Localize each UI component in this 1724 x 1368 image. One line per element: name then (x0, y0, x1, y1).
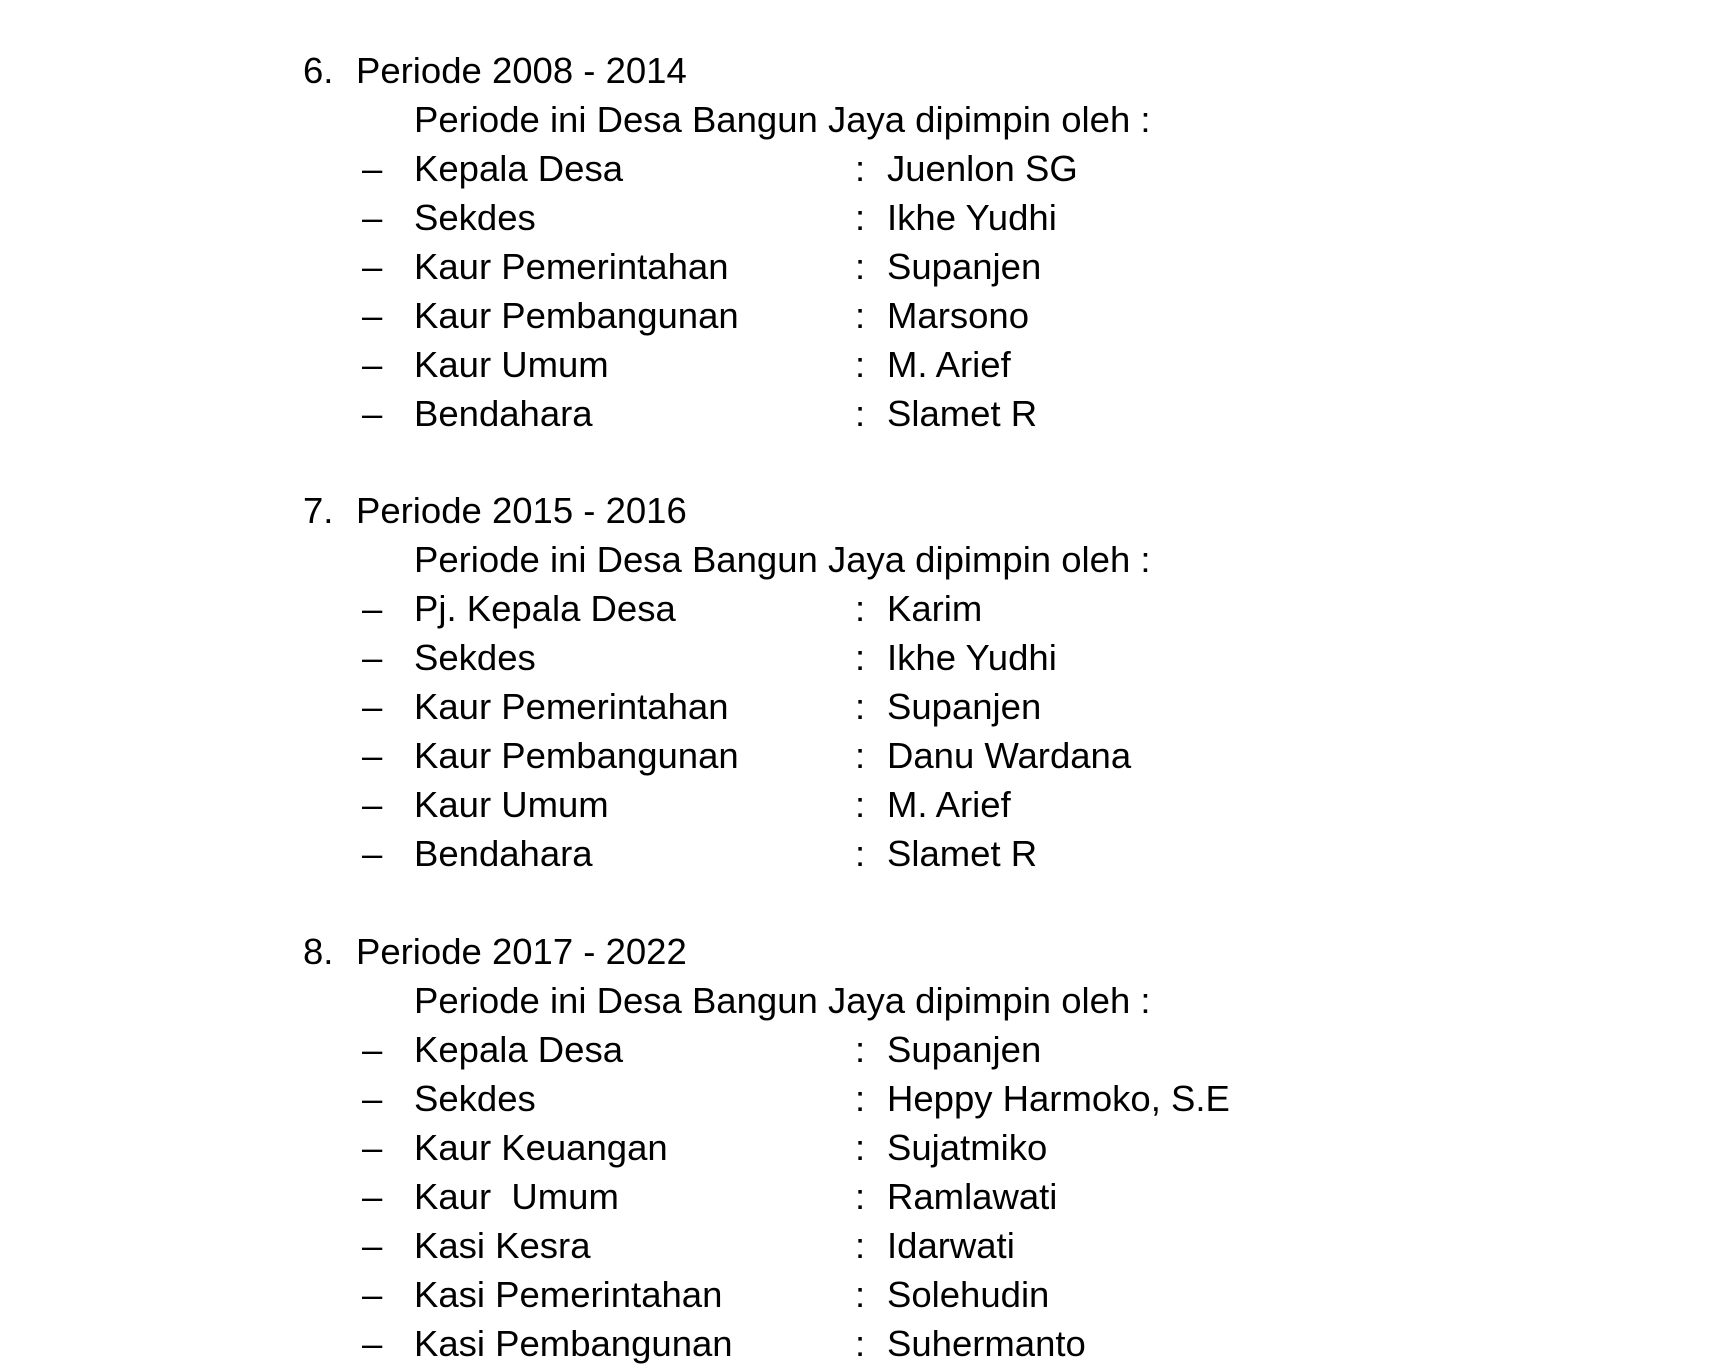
role-label: Pj. Kepala Desa (414, 588, 676, 629)
dash-bullet: – (362, 1029, 383, 1070)
official-row (0, 1123, 1724, 1172)
official-row (0, 829, 1724, 878)
dash-bullet: – (362, 1323, 383, 1364)
colon-separator: : (855, 1127, 866, 1168)
role-label: Kepala Desa (414, 148, 624, 189)
official-name: Slamet R (887, 833, 1038, 874)
official-name: Ramlawati (887, 1176, 1058, 1217)
dash-bullet: – (362, 637, 383, 678)
role-label: Kaur Keuangan (414, 1127, 668, 1168)
official-row (0, 1025, 1724, 1074)
period-number: 8. (303, 931, 334, 972)
dash-bullet: – (362, 393, 383, 434)
colon-separator: : (855, 295, 866, 336)
dash-bullet: – (362, 148, 383, 189)
official-name: Suhermanto (887, 1323, 1086, 1364)
official-row (0, 144, 1724, 193)
role-label: Kaur Pemerintahan (414, 246, 729, 287)
colon-separator: : (855, 344, 866, 385)
role-label: Kepala Desa (414, 1029, 624, 1070)
colon-separator: : (855, 148, 866, 189)
official-name: Idarwati (887, 1225, 1015, 1266)
period-intro: Periode ini Desa Bangun Jaya dipimpin oleh : (414, 980, 1151, 1021)
period-intro: Periode ini Desa Bangun Jaya dipimpin oleh : (414, 539, 1151, 580)
colon-separator: : (855, 637, 866, 678)
official-name: Sujatmiko (887, 1127, 1048, 1168)
role-label: Sekdes (414, 197, 536, 238)
role-label: Kasi Kesra (414, 1225, 591, 1266)
role-label: Bendahara (414, 393, 593, 434)
dash-bullet: – (362, 686, 383, 727)
dash-bullet: – (362, 588, 383, 629)
official-row (0, 584, 1724, 633)
colon-separator: : (855, 393, 866, 434)
role-label: Kaur Pembangunan (414, 735, 739, 776)
colon-separator: : (855, 1029, 866, 1070)
dash-bullet: – (362, 344, 383, 385)
official-row (0, 291, 1724, 340)
official-row (0, 1172, 1724, 1221)
colon-separator: : (855, 588, 866, 629)
period-number: 6. (303, 50, 334, 91)
period-intro: Periode ini Desa Bangun Jaya dipimpin oleh : (414, 99, 1151, 140)
colon-separator: : (855, 1176, 866, 1217)
official-row (0, 682, 1724, 731)
dash-bullet: – (362, 1225, 383, 1266)
period-title: Periode 2008 - 2014 (356, 50, 687, 91)
official-name: M. Arief (887, 344, 1011, 385)
role-label: Kaur Umum (414, 344, 609, 385)
official-row (0, 242, 1724, 291)
dash-bullet: – (362, 1176, 383, 1217)
dash-bullet: – (362, 197, 383, 238)
official-row (0, 1319, 1724, 1368)
official-name: Karim (887, 588, 983, 629)
dash-bullet: – (362, 246, 383, 287)
dash-bullet: – (362, 1274, 383, 1315)
period-heading (303, 927, 687, 976)
role-label: Kaur Pembangunan (414, 295, 739, 336)
official-name: Danu Wardana (887, 735, 1132, 776)
official-name: Slamet R (887, 393, 1038, 434)
role-label: Kasi Pembangunan (414, 1323, 733, 1364)
official-row (0, 633, 1724, 682)
official-row (0, 389, 1724, 438)
period-title: Periode 2015 - 2016 (356, 490, 687, 531)
colon-separator: : (855, 735, 866, 776)
period-heading (303, 46, 687, 95)
period-heading (303, 486, 687, 535)
colon-separator: : (855, 1323, 866, 1364)
dash-bullet: – (362, 784, 383, 825)
role-label: Kaur Umum (414, 784, 609, 825)
role-label: Kaur Umum (414, 1176, 619, 1217)
dash-bullet: – (362, 833, 383, 874)
official-name: Marsono (887, 295, 1030, 336)
role-label: Sekdes (414, 637, 536, 678)
dash-bullet: – (362, 735, 383, 776)
official-name: Ikhe Yudhi (887, 637, 1057, 678)
dash-bullet: – (362, 1078, 383, 1119)
official-name: Solehudin (887, 1274, 1050, 1315)
official-row (0, 1221, 1724, 1270)
official-name: Supanjen (887, 1029, 1042, 1070)
official-name: Juenlon SG (887, 148, 1078, 189)
colon-separator: : (855, 784, 866, 825)
colon-separator: : (855, 197, 866, 238)
period-title: Periode 2017 - 2022 (356, 931, 687, 972)
official-name: Heppy Harmoko, S.E (887, 1078, 1230, 1119)
official-name: Supanjen (887, 246, 1042, 287)
official-name: Supanjen (887, 686, 1042, 727)
official-row (0, 193, 1724, 242)
dash-bullet: – (362, 295, 383, 336)
colon-separator: : (855, 686, 866, 727)
official-row (0, 1270, 1724, 1319)
colon-separator: : (855, 1225, 866, 1266)
official-row (0, 731, 1724, 780)
role-label: Kaur Pemerintahan (414, 686, 729, 727)
role-label: Kasi Pemerintahan (414, 1274, 723, 1315)
official-row (0, 340, 1724, 389)
role-label: Bendahara (414, 833, 593, 874)
colon-separator: : (855, 1078, 866, 1119)
official-name: M. Arief (887, 784, 1011, 825)
official-row (0, 780, 1724, 829)
period-number: 7. (303, 490, 334, 531)
colon-separator: : (855, 246, 866, 287)
official-name: Ikhe Yudhi (887, 197, 1057, 238)
colon-separator: : (855, 1274, 866, 1315)
role-label: Sekdes (414, 1078, 536, 1119)
colon-separator: : (855, 833, 866, 874)
official-row (0, 1074, 1724, 1123)
dash-bullet: – (362, 1127, 383, 1168)
